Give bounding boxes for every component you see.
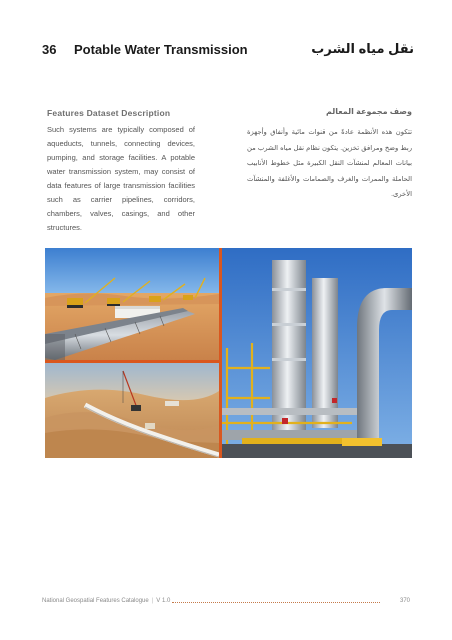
page-footer (42, 598, 410, 608)
footer-version: V 1.0 (156, 598, 171, 604)
page-number: 36 (42, 42, 57, 57)
description-en: Such systems are typically composed of aqueducts, tunnels, connecting devices, pumping, and storage facilities. A potable water transmission system, may consist of data features of large transmission facilities such as carrier pipelines, corridors, chambers, valves, casings, and other structures. (47, 125, 195, 232)
footer-separator: | (151, 598, 154, 604)
footer-dotted-rule (172, 602, 380, 603)
page-title-en: Potable Water Transmission (74, 42, 248, 57)
photo-divider-horizontal (45, 360, 219, 363)
section-heading-en: Features Dataset Description (47, 108, 171, 118)
page-header (42, 42, 414, 62)
industrial-pipes-plant-photo (222, 248, 412, 458)
page-title-ar: نقل مياه الشرب (311, 41, 414, 56)
section-heading-ar: وصف مجموعة المعالم (326, 107, 412, 116)
description-ar: تتكون هذه الأنظمة عادةً من قنوات مائية وأنفاق وأجهزة ربط وضخ ومرافق تخزين. يتكون نظام نقل مياه الشرب من بيانات المعالم لمنشآت النقل الكبيرة مثل خطوط الأنابيب الحاملة والممرات والغرف والصمامات والأغلفة والمنشآت الأخرى. (247, 129, 412, 198)
pipeline-dunes-photo (45, 363, 219, 458)
photo-divider-vertical (219, 248, 222, 458)
desert-pipeline-construction-photo (45, 248, 219, 360)
photo-collage (45, 248, 412, 458)
footer-page-number: 370 (399, 598, 410, 604)
footer-catalogue-name: National Geospatial Features Catalogue (42, 598, 149, 604)
